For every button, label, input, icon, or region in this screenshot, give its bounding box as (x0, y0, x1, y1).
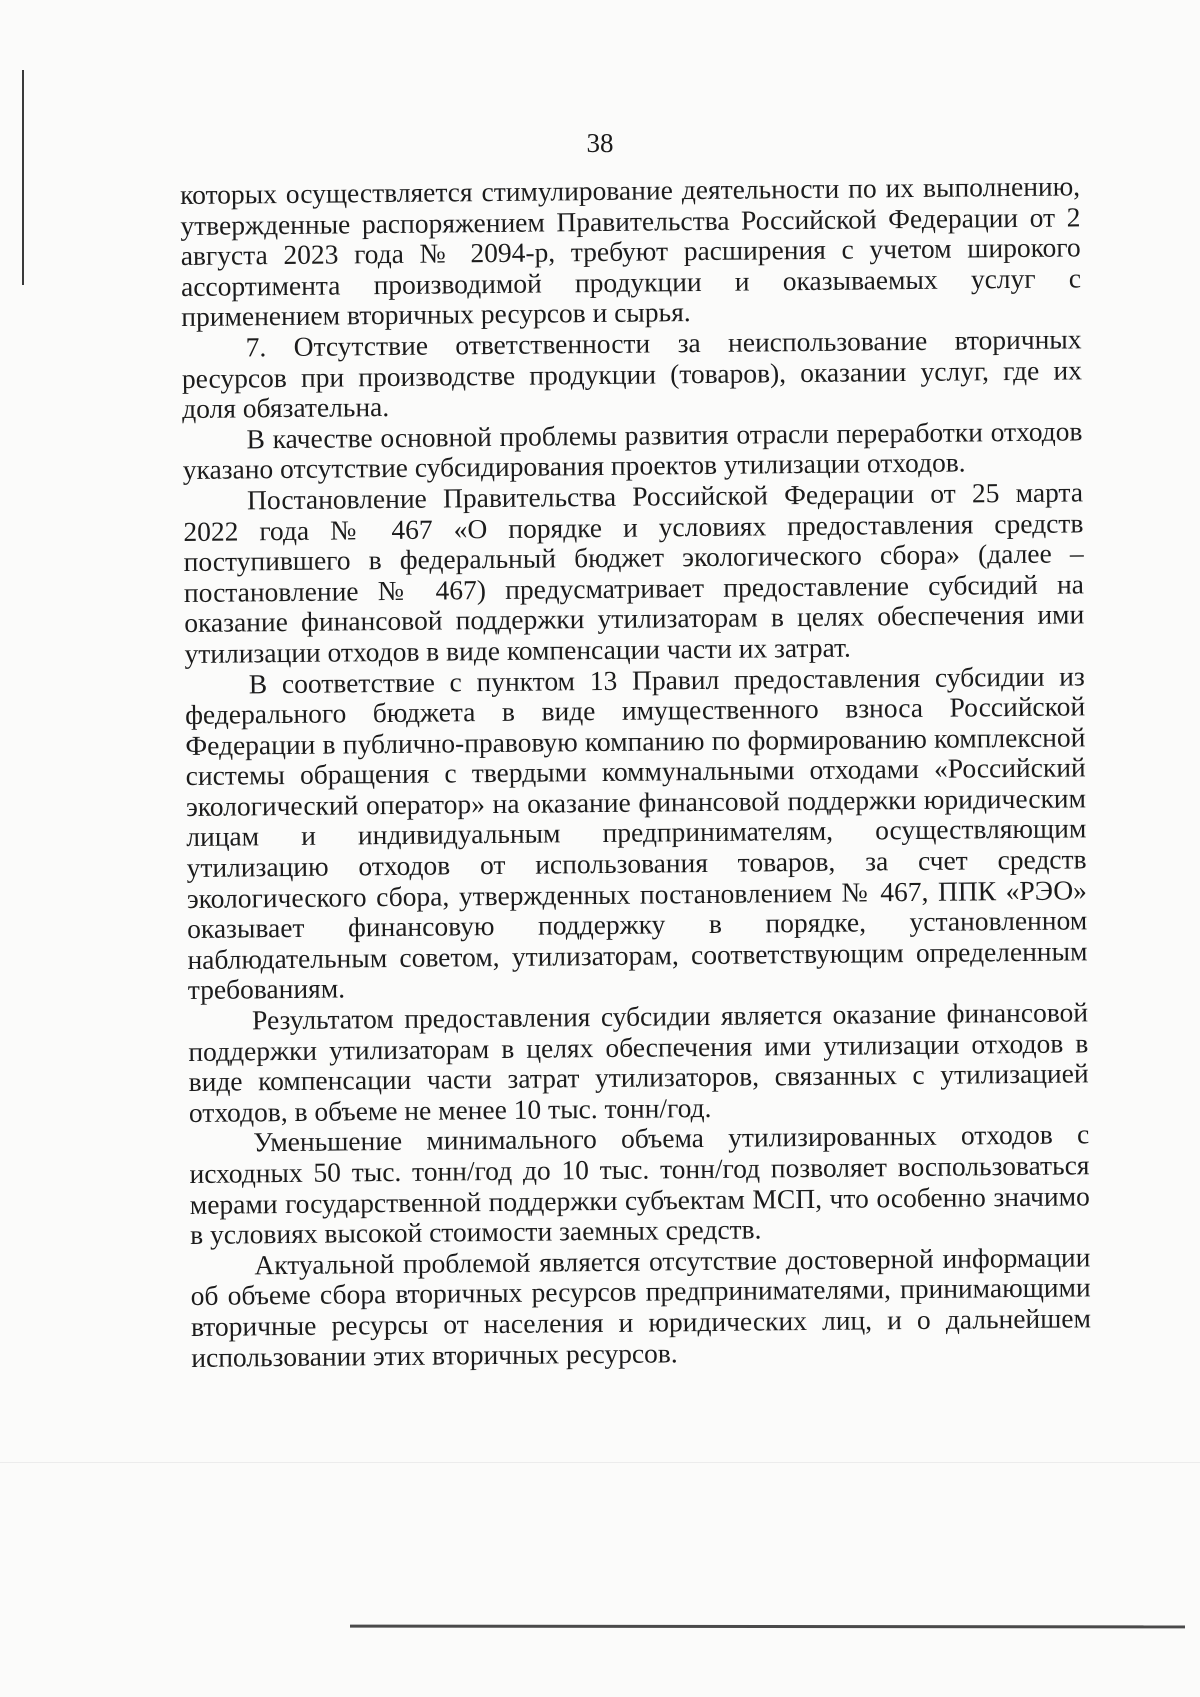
paragraph-volume-reduction: Уменьшение минимального объема утилизированных отходов с исходных 50 тыс. тонн/год до 10 тыс. тонн/год позволяет воспользоваться мерами государственной поддержки субъектам МСП, что особенно значимо в условиях высокой стоимости заемных средств. (189, 1118, 1090, 1251)
page-number: 38 (586, 128, 614, 158)
paragraph-item-7: 7. Отсутствие ответственности за неиспользование вторичных ресурсов при производстве продукции (товаров), оказании услуг, где их доля обязательна. (181, 323, 1083, 425)
body-text (180, 171, 1091, 1373)
paragraph-main-problem: В качестве основной проблемы развития отрасли переработки отходов указано отсутствие субсидирования проектов утилизации отходов. (182, 415, 1083, 486)
paragraph-subsidy-result: Результатом предоставления субсидии является оказание финансовой поддержки утилизаторам в целях обеспечения ими утилизации отходов в виде компенсации части затрат утилизаторов, связанных с утилизацией отходов, в объеме не менее 10 тыс. тонн/год. (188, 996, 1089, 1128)
bottom-rule (350, 1625, 1185, 1629)
paragraph-actual-problem: Актуальной проблемой является отсутствие достоверной информации об объеме сбора вторичных ресурсов предпринимателями, принимающими вторичные ресурсы от населения и юридических лиц, и о дальнейшем использовании этих вторичных ресурсов. (190, 1241, 1092, 1373)
paragraph-continuation: которых осуществляется стимулирование деятельности по их выполнению, утвержденные распоряжением Правительства Российской Федерации от 2 августа 2023 года № 2094-р, требуют расширения с учетом широкого ассортимента производимой продукции и оказываемых услуг с применением вторичных ресурсов и сырья. (179, 170, 1082, 333)
scan-edge-mark (22, 70, 24, 285)
scan-artifact-line (0, 1462, 1200, 1463)
paragraph-rules-item-13: В соответствие с пунктом 13 Правил предоставления субсидии из федерального бюджета в виде имущественного взноса Российской Федерации в публично-правовую компанию по формированию комплексной системы обращения с твердыми коммунальными отходами «Российский экологический оператор» на оказание финансовой поддержки юридическим лицам и индивидуальным предпринимателям, осуществляющим утилизацию отходов от использования товаров, за счет средств экологического сбора, утвержденных постановлением № 467, ППК «РЭО» оказывает финансовую поддержку в порядке, установленном наблюдательным советом, утилизаторам, соответствующим определенным требованиям. (184, 659, 1088, 1006)
paragraph-resolution-467: Постановление Правительства Российской Федерации от 25 марта 2022 года № 467 «О порядке и условиях предоставления средств поступившего в федеральный бюджет экологического сбора» (далее – постановление № 467) предусматривает предоставление субсидий на оказание финансовой поддержки утилизаторам в целях обеспечения ими утилизации отходов в виде компенсации части их затрат. (183, 476, 1085, 669)
